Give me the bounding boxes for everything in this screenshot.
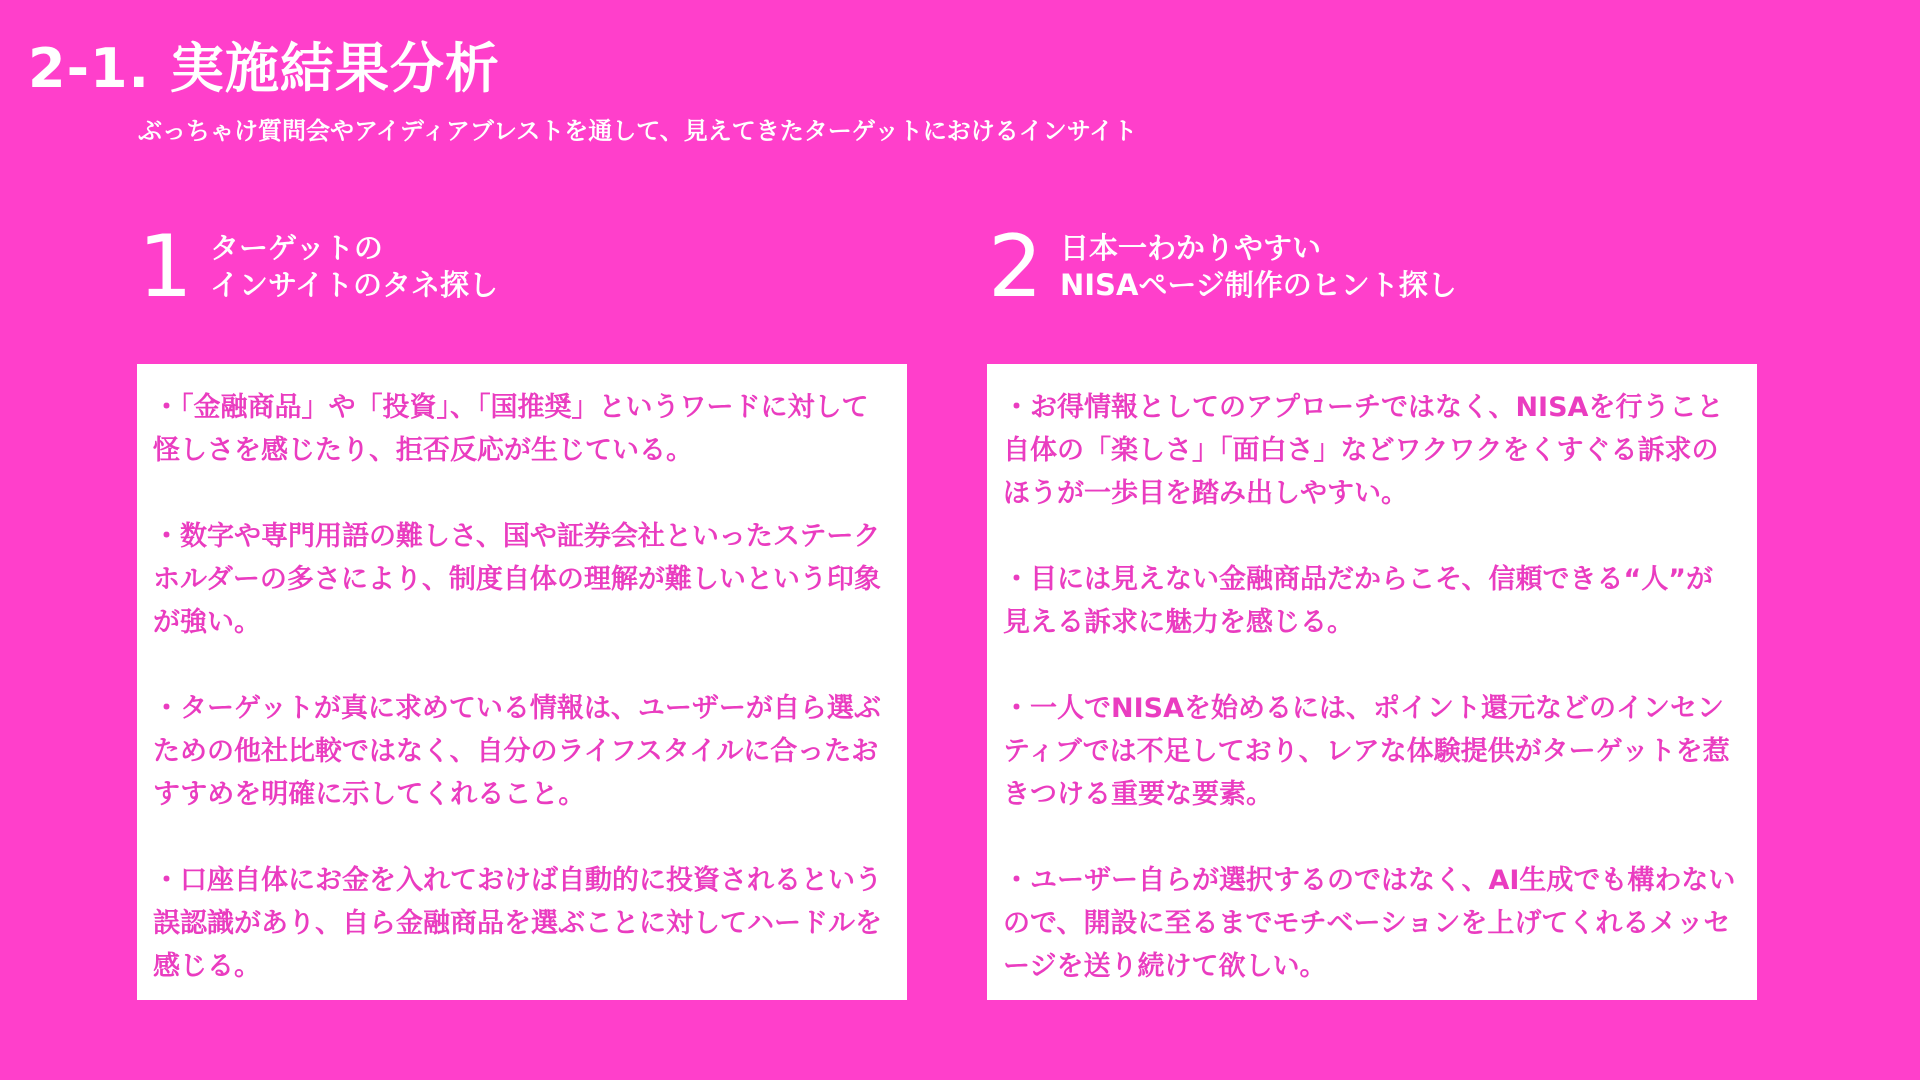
column-1-heading: [210, 230, 498, 304]
hint-card: [987, 364, 1757, 1000]
column-1-number: 1: [138, 217, 193, 317]
insight-point-3: ・ターゲットが真に求めている情報は、ユーザーが自ら選ぶための他社比較ではなく、自分のライフスタイルに合ったおすすめを明確に示してくれること。: [153, 693, 881, 810]
hint-point-4: ・ユーザー自らが選択するのではなく、AI生成でも構わないので、開設に至るまでモチベーションを上げてくれるメッセージを送り続けて欲しい。: [1003, 865, 1736, 982]
hint-point-2: ・目には見えない金融商品だからこそ、信頼できる“人”が見える訴求に魅力を感じる。: [1003, 564, 1713, 638]
column-2-heading-line1: 日本一わかりやすい: [1060, 231, 1322, 265]
column-2-heading-line2: NISAページ制作のヒント探し: [1060, 268, 1457, 302]
page-title: 2-1. 実施結果分析: [28, 37, 500, 100]
column-1-header: [138, 217, 498, 317]
insight-point-4: ・口座自体にお金を入れておけば自動的に投資されるという誤認識があり、自ら金融商品を選ぶことに対してハードルを感じる。: [153, 865, 882, 982]
hint-point-3: ・一人でNISAを始めるには、ポイント還元などのインセンティブでは不足しており、レアな体験提供がターゲットを惹きつける重要な要素。: [1003, 693, 1730, 810]
insight-point-2: ・数字や専門用語の難しさ、国や証券会社といったステークホルダーの多さにより、制度自体の理解が難しいという印象が強い。: [153, 521, 881, 638]
column-2-number: 2: [988, 217, 1043, 317]
insight-card: [137, 364, 907, 1000]
column-1-heading-line1: ターゲットの: [210, 231, 383, 265]
insight-point-1: ・「金融商品」や「投資」、「国推奨」というワードに対して怪しさを感じたり、拒否反応が生じている。: [153, 392, 869, 466]
column-2-header: [988, 217, 1457, 317]
hint-point-1: ・お得情報としてのアプローチではなく、NISAを行うこと自体の「楽しさ」「面白さ」などワクワクをくすぐる訴求のほうが一歩目を踏み出しやすい。: [1003, 392, 1724, 509]
column-2-heading: [1060, 230, 1457, 304]
page-subtitle: ぶっちゃけ質問会やアイディアブレストを通して、見えてきたターゲットにおけるインサイト: [138, 117, 1138, 145]
column-1-heading-line2: インサイトのタネ探し: [210, 268, 498, 302]
